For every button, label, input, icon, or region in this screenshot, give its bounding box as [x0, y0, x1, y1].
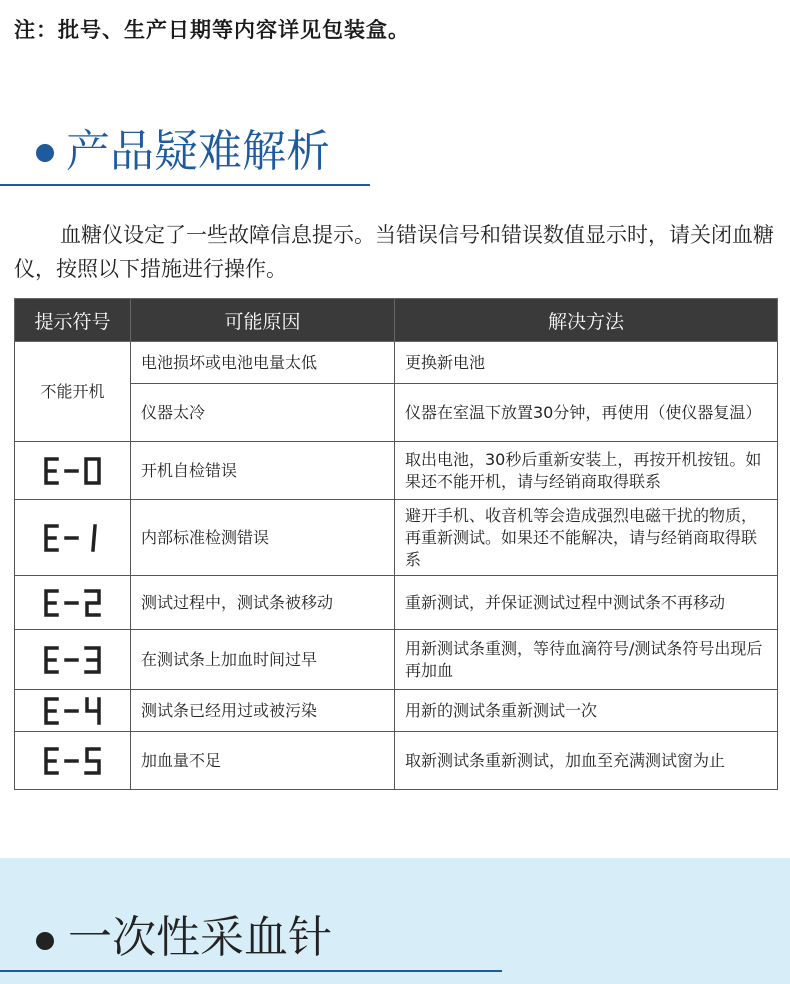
error-code-cell	[15, 732, 131, 790]
note-text: 注：批号、生产日期等内容详见包装盒。	[14, 18, 410, 42]
seg-e3-icon	[41, 644, 105, 676]
seg-e2-icon	[41, 587, 105, 619]
section-title: 产品疑难解析	[66, 126, 330, 177]
header-symbol: 提示符号	[15, 299, 131, 342]
cause-cell: 开机自检错误	[131, 442, 395, 500]
cause-cell: 测试过程中，测试条被移动	[131, 576, 395, 630]
solution-cell: 取出电池，30秒后重新安装上，再按开机按钮。如果还不能开机，请与经销商取得联系	[395, 442, 778, 500]
section-header-lancet	[0, 906, 502, 976]
seg-e5-icon	[41, 745, 105, 777]
table-row	[15, 732, 778, 790]
solution-cell: 更换新电池	[395, 342, 778, 384]
section-header-troubleshooting	[0, 120, 370, 190]
cause-cell: 仪器太冷	[131, 384, 395, 442]
error-table	[14, 298, 778, 790]
seg-e1-icon	[41, 522, 105, 554]
solution-cell: 用新测试条重测，等待血滴符号/测试条符号出现后再加血	[395, 630, 778, 690]
error-code-cell	[15, 576, 131, 630]
table-row	[15, 630, 778, 690]
cause-cell: 内部标准检测错误	[131, 500, 395, 576]
bullet-dot-icon	[36, 144, 54, 162]
table-header-row	[15, 299, 778, 342]
table-row	[15, 690, 778, 732]
solution-cell: 重新测试，并保证测试过程中测试条不再移动	[395, 576, 778, 630]
table-row	[15, 342, 778, 384]
solution-cell: 仪器在室温下放置30分钟，再使用（使仪器复温）	[395, 384, 778, 442]
cause-cell: 加血量不足	[131, 732, 395, 790]
symbol-no-power: 不能开机	[15, 342, 131, 442]
cause-cell: 测试条已经用过或被污染	[131, 690, 395, 732]
table-row	[15, 576, 778, 630]
section-title: 一次性采血针	[68, 912, 332, 963]
error-code-cell	[15, 442, 131, 500]
section-underline	[0, 184, 370, 186]
section-underline	[0, 970, 502, 972]
table-row	[15, 442, 778, 500]
intro-paragraph	[14, 218, 780, 286]
table-row	[15, 500, 778, 576]
solution-cell: 避开手机、收音机等会造成强烈电磁干扰的物质，再重新测试。如果还不能解决，请与经销商取得联系	[395, 500, 778, 576]
error-code-cell	[15, 500, 131, 576]
solution-cell: 取新测试条重新测试，加血至充满测试窗为止	[395, 732, 778, 790]
bullet-dot-icon	[36, 932, 54, 950]
header-solution: 解决方法	[395, 299, 778, 342]
intro-text: 血糖仪设定了一些故障信息提示。当错误信号和错误数值显示时，请关闭血糖仪，按照以下措施进行操作。	[14, 223, 774, 281]
seg-e0-icon	[41, 455, 105, 487]
error-code-cell	[15, 630, 131, 690]
cause-cell: 在测试条上加血时间过早	[131, 630, 395, 690]
error-code-cell	[15, 690, 131, 732]
solution-cell: 用新的测试条重新测试一次	[395, 690, 778, 732]
cause-cell: 电池损坏或电池电量太低	[131, 342, 395, 384]
header-cause: 可能原因	[131, 299, 395, 342]
seg-e4-icon	[41, 695, 105, 727]
